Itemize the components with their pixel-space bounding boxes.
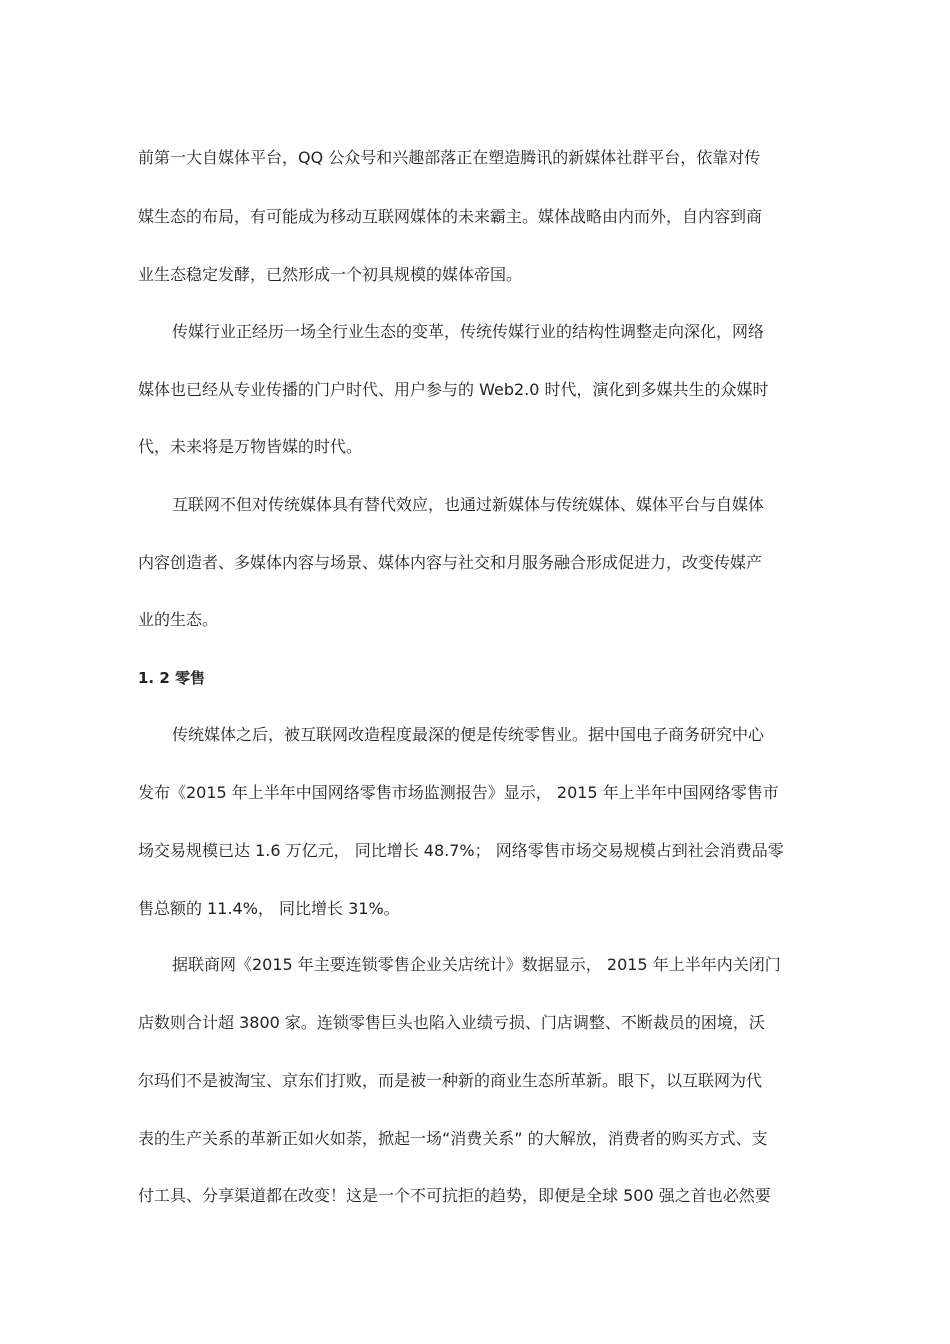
section-heading: 1. 2 零售 xyxy=(138,669,206,687)
paragraph-5-line-1: 据联商网《2015 年主要连锁零售企业关店统计》数据显示， 2015 年上半年内关闭门 xyxy=(172,955,781,974)
paragraph-2-line-2: 媒体也已经从专业传播的门户时代、用户参与的 Web2.0 时代，演化到多媒共生的众媒时 xyxy=(138,380,769,399)
paragraph-1-line-2: 媒生态的布局，有可能成为移动互联网媒体的未来霸主。媒体战略由内而外，自内容到商 xyxy=(138,207,763,226)
paragraph-3-line-3: 业的生态。 xyxy=(138,610,219,629)
paragraph-4-line-2: 发布《2015 年上半年中国网络零售市场监测报告》显示， 2015 年上半年中国网络零售市 xyxy=(138,783,779,802)
paragraph-1-line-3: 业生态稳定发酵，已然形成一个初具规模的媒体帝国。 xyxy=(138,265,523,284)
paragraph-1-line-1: 前第一大自媒体平台，QQ 公众号和兴趣部落正在塑造腾讯的新媒体社群平台，依靠对传 xyxy=(138,148,761,167)
paragraph-5-line-5: 付工具、分享渠道都在改变！这是一个不可抗拒的趋势，即便是全球 500 强之首也必然要 xyxy=(138,1186,771,1205)
paragraph-4-line-4: 售总额的 11.4%， 同比增长 31%。 xyxy=(138,899,400,918)
paragraph-3-line-1: 互联网不但对传统媒体具有替代效应，也通过新媒体与传统媒体、媒体平台与自媒体 xyxy=(172,495,765,514)
paragraph-5-line-2: 店数则合计超 3800 家。连锁零售巨头也陷入业绩亏损、门店调整、不断裁员的困境，沃 xyxy=(138,1013,765,1032)
paragraph-5-line-3: 尔玛们不是被淘宝、京东们打败，而是被一种新的商业生态所革新。眼下，以互联网为代 xyxy=(138,1071,763,1090)
paragraph-4-line-1: 传统媒体之后，被互联网改造程度最深的便是传统零售业。据中国电子商务研究中心 xyxy=(172,725,765,744)
paragraph-2-line-3: 代，未来将是万物皆媒的时代。 xyxy=(138,437,363,456)
paragraph-5-line-4: 表的生产关系的革新正如火如荼，掀起一场“消费关系” 的大解放，消费者的购买方式、支 xyxy=(138,1129,768,1148)
paragraph-3-line-2: 内容创造者、多媒体内容与场景、媒体内容与社交和月服务融合形成促进力，改变传媒产 xyxy=(138,553,763,572)
paragraph-4-line-3: 场交易规模已达 1.6 万亿元， 同比增长 48.7%； 网络零售市场交易规模占到社会消费品零 xyxy=(138,841,784,860)
paragraph-2-line-1: 传媒行业正经历一场全行业生态的变革，传统传媒行业的结构性调整走向深化，网络 xyxy=(172,322,765,341)
